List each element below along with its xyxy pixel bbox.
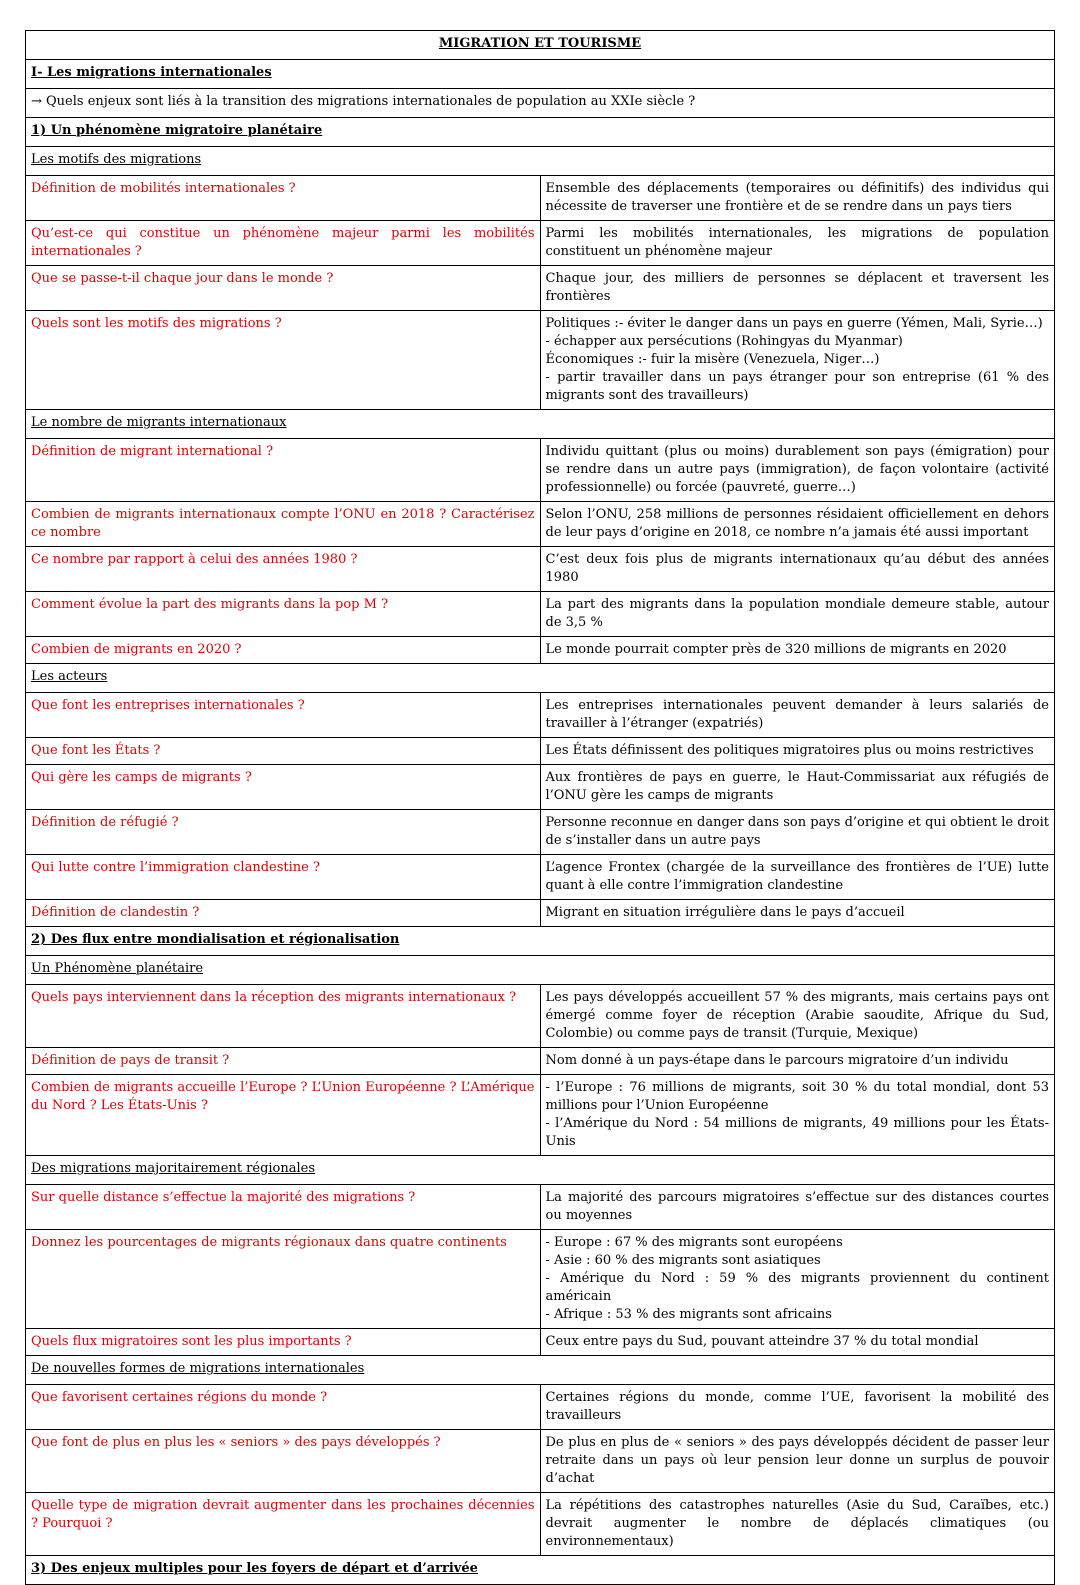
question-cell: Ce nombre par rapport à celui des années 1980 ? [26,547,541,592]
intro-row [26,89,1055,118]
answer-cell [540,1230,1055,1329]
question-cell: Définition de mobilités internationales ? [26,176,541,221]
qa-row [26,693,1055,738]
answer-cell: Individu quittant (plus ou moins) durablement son pays (émigration) pour se rendre dans un autre pays (immigration), de façon volontaire (activité professionnelle) ou forcée (pauvreté, guerre…) [540,439,1055,502]
question-cell: Définition de migrant international ? [26,439,541,502]
qa-row [26,592,1055,637]
answer-line: Politiques :- éviter le danger dans un pays en guerre (Yémen, Mali, Syrie…) [545,316,1043,331]
section3-heading: 3) Des enjeux multiples pour les foyers de départ et d’arrivée [26,1556,1055,1585]
answer-cell: Les pays développés accueillent 57 % des migrants, mais certains pays ont émergé comme foyer de réception (Arabie saoudite, Afrique du Sud, Colombie) ou comme pays de transit (Turquie, Mexique) [540,985,1055,1048]
qa-row [26,1185,1055,1230]
part-heading: I- Les migrations internationales [26,60,1055,89]
answer-cell: Les États définissent des politiques migratoires plus ou moins restrictives [540,738,1055,765]
qa-row [26,900,1055,927]
regionales-heading-row [26,1156,1055,1185]
nombre-heading: Le nombre de migrants internationaux [26,410,1055,439]
question-cell: Quelle type de migration devrait augmenter dans les prochaines décennies ? Pourquoi ? [26,1493,541,1556]
qa-row [26,765,1055,810]
qa-row [26,176,1055,221]
question-cell: Donnez les pourcentages de migrants régionaux dans quatre continents [26,1230,541,1329]
intro-question: → Quels enjeux sont liés à la transition des migrations internationales de population au XXIe siècle ? [26,89,1055,118]
qa-row [26,1385,1055,1430]
motifs-heading: Les motifs des migrations [26,147,1055,176]
question-cell: Qui lutte contre l’immigration clandestine ? [26,855,541,900]
section-heading-row [26,118,1055,147]
answer-cell: La part des migrants dans la population mondiale demeure stable, autour de 3,5 % [540,592,1055,637]
section3-heading-row [26,1556,1055,1585]
answer-cell: Aux frontières de pays en guerre, le Haut-Commissariat aux réfugiés de l’ONU gère les camps de migrants [540,765,1055,810]
question-cell: Que font les États ? [26,738,541,765]
question-cell: Qui gère les camps de migrants ? [26,765,541,810]
qa-row [26,439,1055,502]
question-cell: Que font de plus en plus les « seniors » des pays développés ? [26,1430,541,1493]
answer-cell: Parmi les mobilités internationales, les migrations de population constituent un phénomène majeur [540,221,1055,266]
question-cell: Définition de clandestin ? [26,900,541,927]
qa-row [26,547,1055,592]
revision-table [25,30,1055,1585]
nouvelles-heading: De nouvelles formes de migrations internationales [26,1356,1055,1385]
question-cell: Qu’est-ce qui constitue un phénomène majeur parmi les mobilités internationales ? [26,221,541,266]
answer-cell: Le monde pourrait compter près de 320 millions de migrants en 2020 [540,637,1055,664]
qa-row [26,810,1055,855]
qa-row [26,1493,1055,1556]
planetaire-heading: Un Phénomène planétaire [26,956,1055,985]
question-cell: Que favorisent certaines régions du monde ? [26,1385,541,1430]
nombre-heading-row [26,410,1055,439]
answer-line: - échapper aux persécutions (Rohingyas du Myanmar) [545,334,903,349]
answer-cell [540,1075,1055,1156]
part-heading-row [26,60,1055,89]
answer-cell: C’est deux fois plus de migrants internationaux qu’au début des années 1980 [540,547,1055,592]
section2-heading-row [26,927,1055,956]
question-cell: Définition de réfugié ? [26,810,541,855]
answer-cell: L’agence Frontex (chargée de la surveillance des frontières de l’UE) lutte quant à elle contre l’immigration clandestine [540,855,1055,900]
answer-line: - l’Europe : 76 millions de migrants, soit 30 % du total mondial, dont 53 millions pour l’Union Européenne [545,1080,1049,1113]
qa-row [26,221,1055,266]
section1-heading: 1) Un phénomène migratoire planétaire [26,118,1055,147]
question-cell: Que font les entreprises internationales ? [26,693,541,738]
question-cell: Sur quelle distance s’effectue la majorité des migrations ? [26,1185,541,1230]
revision-table-body [26,31,1055,1585]
nouvelles-heading-row [26,1356,1055,1385]
answer-cell: Migrant en situation irrégulière dans le pays d’accueil [540,900,1055,927]
qa-row [26,637,1055,664]
answer-cell: La majorité des parcours migratoires s’effectue sur des distances courtes ou moyennes [540,1185,1055,1230]
answer-cell: De plus en plus de « seniors » des pays développés décident de passer leur retraite dans un pays où leur pension leur donne un surplus de pouvoir d’achat [540,1430,1055,1493]
subsection-heading-row [26,147,1055,176]
qa-row [26,985,1055,1048]
answer-line: - Europe : 67 % des migrants sont européens [545,1235,843,1250]
answer-cell: Personne reconnue en danger dans son pays d’origine et qui obtient le droit de s’installer dans un autre pays [540,810,1055,855]
answer-line: - Afrique : 53 % des migrants sont africains [545,1307,832,1322]
qa-row [26,311,1055,410]
answer-line: - l’Amérique du Nord : 54 millions de migrants, 49 millions pour les États-Unis [545,1116,1049,1149]
qa-row [26,738,1055,765]
answer-line: - Asie : 60 % des migrants sont asiatiques [545,1253,821,1268]
qa-row [26,1430,1055,1493]
qa-row [26,1329,1055,1356]
acteurs-heading: Les acteurs [26,664,1055,693]
planetaire-heading-row [26,956,1055,985]
regionales-heading: Des migrations majoritairement régionales [26,1156,1055,1185]
answer-cell [540,311,1055,410]
question-cell: Comment évolue la part des migrants dans la pop M ? [26,592,541,637]
question-cell: Combien de migrants internationaux compte l’ONU en 2018 ? Caractérisez ce nombre [26,502,541,547]
qa-row [26,502,1055,547]
document-title: MIGRATION ET TOURISME [26,31,1055,60]
answer-cell: La répétitions des catastrophes naturelles (Asie du Sud, Caraïbes, etc.) devrait augmenter le nombre de déplacés climatiques (ou environnementaux) [540,1493,1055,1556]
question-cell: Quels pays interviennent dans la réception des migrants internationaux ? [26,985,541,1048]
section2-heading: 2) Des flux entre mondialisation et régionalisation [26,927,1055,956]
qa-row [26,266,1055,311]
answer-line: - partir travailler dans un pays étranger pour son entreprise (61 % des migrants sont des travailleurs) [545,370,1049,403]
question-cell: Quels sont les motifs des migrations ? [26,311,541,410]
answer-line: Économiques :- fuir la misère (Venezuela, Niger…) [545,352,880,367]
answer-cell: Ensemble des déplacements (temporaires ou définitifs) des individus qui nécessite de traverser une frontière et de se rendre dans un pays tiers [540,176,1055,221]
question-cell: Définition de pays de transit ? [26,1048,541,1075]
answer-cell: Ceux entre pays du Sud, pouvant atteindre 37 % du total mondial [540,1329,1055,1356]
question-cell: Combien de migrants accueille l’Europe ? L’Union Européenne ? L’Amérique du Nord ? Les États-Unis ? [26,1075,541,1156]
title-row [26,31,1055,60]
qa-row [26,1075,1055,1156]
answer-cell: Nom donné à un pays-étape dans le parcours migratoire d’un individu [540,1048,1055,1075]
answer-cell: Chaque jour, des milliers de personnes se déplacent et traversent les frontières [540,266,1055,311]
question-cell: Que se passe-t-il chaque jour dans le monde ? [26,266,541,311]
answer-cell: Selon l’ONU, 258 millions de personnes résidaient officiellement en dehors de leur pays d’origine en 2018, ce nombre n’a jamais été aussi important [540,502,1055,547]
question-cell: Combien de migrants en 2020 ? [26,637,541,664]
answer-line: - Amérique du Nord : 59 % des migrants proviennent du continent américain [545,1271,1049,1304]
question-cell: Quels flux migratoires sont les plus importants ? [26,1329,541,1356]
answer-cell: Certaines régions du monde, comme l’UE, favorisent la mobilité des travailleurs [540,1385,1055,1430]
qa-row [26,1048,1055,1075]
answer-cell: Les entreprises internationales peuvent demander à leurs salariés de travailler à l’étranger (expatriés) [540,693,1055,738]
qa-row [26,1230,1055,1329]
qa-row [26,855,1055,900]
acteurs-heading-row [26,664,1055,693]
